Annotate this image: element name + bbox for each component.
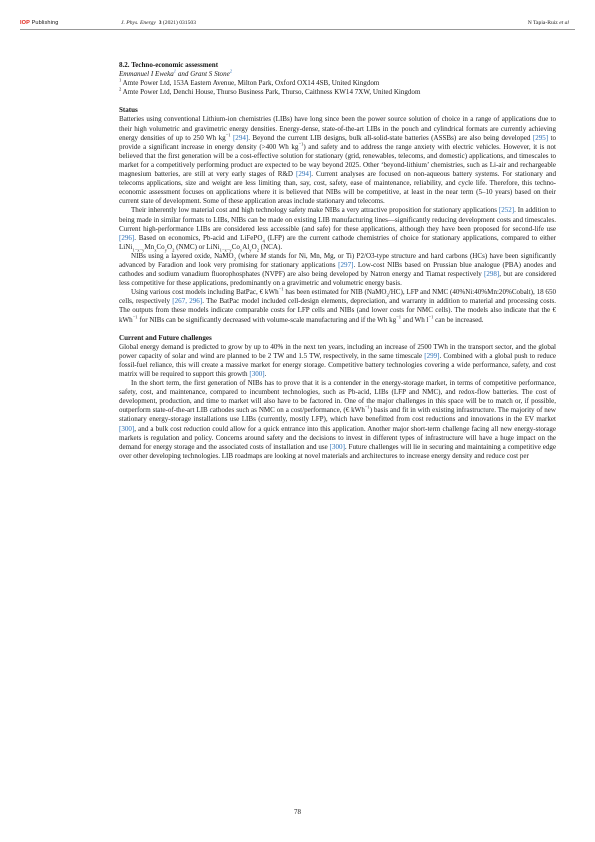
- journal-citation: J. Phys. Energy 3 (2021) 031503: [121, 20, 196, 26]
- running-header: [0, 17, 595, 29]
- status-paragraph-3: NIBs using a layered oxide, NaMO$_2$ (where M stands for Ni, Mn, Mg, or Ti) P2/O3-type structure and hard carbons (HCs) have been significantly advanced by Faradion and look very promising for stationary applications [297]. Low-cost NIBs based on Prussian blue analogue (PBA) anodes and cathodes and sodium vanadium fluorophosphates (NVPF) are also being developed by Natron energy and Tiamat respectively [298], but are considered less competitive for these applications, predominantly on a gravimetric and volumetric energy basis.: [119, 251, 556, 288]
- affiliation-link-2[interactable]: 2: [229, 68, 233, 74]
- challenges-paragraph-1: Global energy demand is predicted to grow by up to 40% in the next ten years, including an increase of 2500 TWh in the transport sector, and the global power capacity of solar and wind are planned to be 2 TW and 1.5 TW, respectively, in the same timescale [299]. Combined with a global push to reduce fossil-fuel reliance, this will create a massive market for energy storage. Competitive battery technologies covering a wide performance, safety, and cost matrix will be required to support this growth [300].: [119, 342, 556, 378]
- status-paragraph-2: Their inherently low material cost and high technology safety make NIBs a very attractive proposition for stationary applications [252]. In addition to being made in similar formats to LIBs, NIBs can be made on existing LIB manufacturing lines—significantly reducing development costs and timescales. Current high-performance LIBs are considered less accessible (and safe) for these applications, although they have been proposed for second-life use [296]. Based on economics, Pb-acid and LiFePO$_4$ (LFP) are the current cathode chemistries of choice for stationary applications, compared to either $LiNi_{1-x-y}Mn_xCo_yO_2$ (NMC) or $LiNi_{1-x-y}Co_xAl_yO_2$ (NCA).: [119, 206, 557, 253]
- status-heading: Status: [119, 106, 138, 115]
- citation-link[interactable]: [295]: [532, 133, 549, 142]
- publisher-logo: IOP Publishing: [20, 20, 59, 26]
- status-paragraph-4: Using various cost models including BatPac, € kWh$^{-1}$ has been estimated for NIB (NaMO$_2$/HC), LFP and NMC (40%Ni:40%Mn:20%Cobalt), 18 650 cells, respectively [267, 296]. The BatPac model included cell-design elements, depreciation, and warranty in addition to material and processing costs. The outputs from these models indicate comparable costs for LFP cells and NIBs (and lower costs for NMC cells). The models also indicate that the € kWh$^{-1}$ for NIBs can be significantly decreased with volume-scale manufacturing and if the Wh $kg^{-1}$ and Wh $l^{-1}$ can be increased.: [119, 286, 557, 324]
- affiliation-link-1[interactable]: 1: [173, 68, 177, 74]
- citation-link[interactable]: [267, 296]: [172, 297, 203, 306]
- challenges-heading: Current and Future challenges: [119, 333, 212, 342]
- citation-link[interactable]: [300]: [329, 442, 345, 451]
- citation-link[interactable]: [300]: [119, 424, 135, 433]
- page-number: 78: [294, 808, 301, 816]
- citation-link[interactable]: [300]: [249, 370, 265, 378]
- citation-link[interactable]: [299]: [424, 351, 440, 360]
- affiliation-1: $^1$ Amte Power Ltd, 153A Eastern Avenue, Milton Park, Oxford OX14 4SB, United Kingdom: [119, 77, 380, 88]
- header-rule: [20, 29, 575, 30]
- citation-link[interactable]: [296]: [119, 233, 135, 242]
- challenges-paragraph-2: In the short term, the first generation of NIBs has to prove that it is a contender in the energy-storage market, in terms of competitive performance, safety, cost, and maintenance, compared to incumbent technologies, such as Pb-acid, LIBs (LFP and NMC), and redox-flow batteries. The cost of development, production, and time to market will also have to be factored in. One of the major challenges in this space will be to match or, if possible, outperform state-of-the-art LIB cathodes such as NMC on a cost/performance, (€ kWh$^{-1}$) basis and fit in with existing infrastructure. The majority of new stationary energy-storage installations use LIBs (currently, mostly LFP), which have benefitted from cost reductions and innovations in the EV market [300], and a bulk cost reduction could allow for a quick entrance into this application. Another major short-term challenge facing all new energy-storage markets is regulation and policy. Concerns around safety and the decisions to invest in different types of infrastructure will have a huge impact on the demand for energy storage and the associated costs of installation and use [300]. Future challenges will lie in securing and maintaining a competitive edge over other developing technologies. LIB roadmaps are looking at novel materials and architectures to increase energy density and reduce cost per: [119, 379, 557, 460]
- header-author: N Tapia-Ruiz et al: [527, 20, 569, 26]
- citation-link[interactable]: [252]: [498, 206, 515, 215]
- affiliation-2: $^2$ Amte Power Ltd, Denchi House, Thurso Business Park, Thurso, Caithness KW14 7XW, United Kingdom: [119, 86, 421, 97]
- citation-link[interactable]: [297]: [338, 260, 354, 269]
- status-paragraph-1: Batteries using conventional Lithium-ion chemistries (LIBs) have long since been the power source solution of choice in a range of applications due to their high volumetric and gravimetric energy densities. Energy-dense, state-of-the-art LIBs in the pouch and cylindrical formats are currently achieving energy densities of up to 250 Wh $kg^{-1}$ [294]. Beyond the current LIB designs, bulk all-solid-state batteries (ASSBs) are also being developed [295] to provide a significant increase in energy density (>400 Wh $kg^{-1}$) and safety and to address the range anxiety with electric vehicles. However, it is not believed that the first generation will be a cost-effective solution for stationary (grid, renewables, telecoms, and domestic) applications, and timescales to market for a competitively performing product are expected to be way beyond 2025. Other ‘beyond-lithium’ chemistries, such as Li-air and rechargeable magnesium batteries, are still at very early stages of R&D [294]. Current analyses are focused on non-aqueous battery systems. For stationary and telecoms applications, size and weight are less limiting than, say, cost, safety, ease of maintenance, reliability, and cycle life. Therefore, this techno-economic assessment focuses on applications where it is believed that NIBs will be competitive, at least in the near term (5–10 years) based on their current state of development. Some of these application areas include stationary and telecoms.: [119, 115, 556, 206]
- citation-link[interactable]: [294]: [296, 170, 312, 179]
- citation-link[interactable]: [294]: [232, 133, 249, 142]
- section-title: 8.2. Techno-economic assessment: [119, 61, 219, 69]
- section-authors: Emmanuel I Eweka$^1$ and Grant S Stone$^2$: [119, 68, 233, 79]
- citation-link[interactable]: [298]: [484, 270, 500, 279]
- article-body: [119, 61, 556, 461]
